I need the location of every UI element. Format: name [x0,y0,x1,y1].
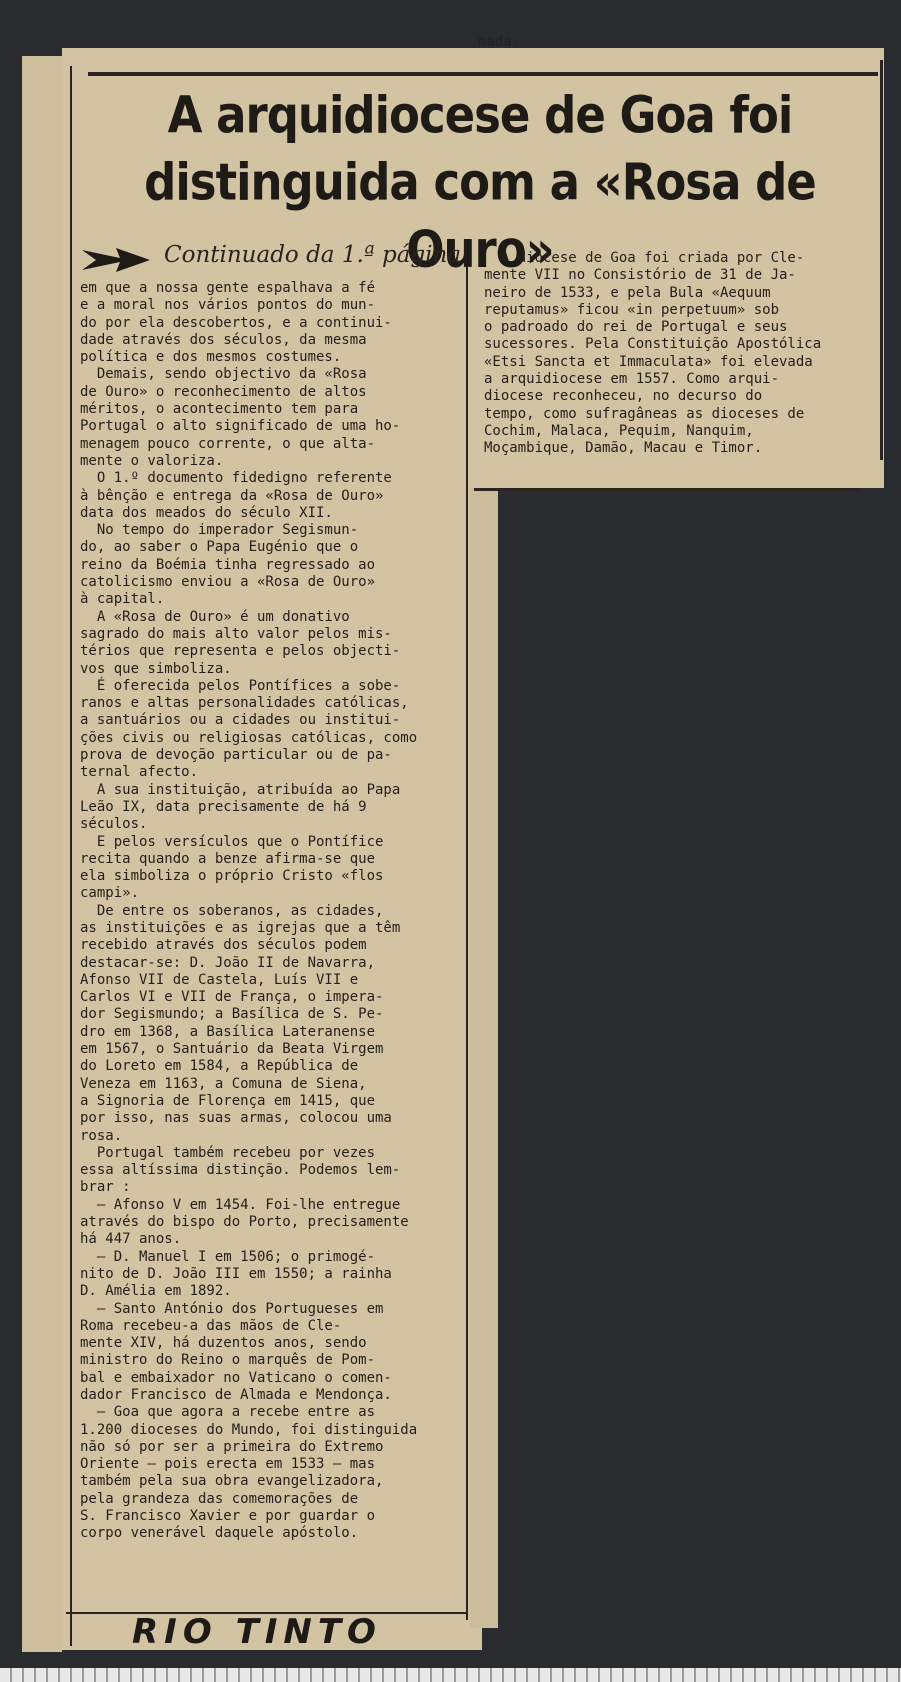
article-line: térios que representa e pelos objecti- [80,643,401,660]
newspaper-signature: RIO TINTO [132,1612,382,1652]
article-line: pela grandeza das comemorações de [80,1490,359,1507]
article-line: por isso, nas suas armas, colocou uma [80,1110,392,1127]
article-line: — Afonso V em 1454. Foi-lhe entregue [80,1196,401,1213]
article-line: há 447 anos. [80,1231,182,1248]
continued-label: Continuado da 1.ª página [164,242,462,268]
article-line: De entre os soberanos, as cidades, [80,902,384,919]
top-rule [88,72,878,76]
article-line: menagem pouco corrente, o que alta- [80,435,376,452]
article-line: S. Francisco Xavier e por guardar o [80,1508,376,1525]
article-line: Roma recebeu-a das mãos de Cle- [80,1317,342,1334]
article-line: bal e embaixador no Vaticano o comen- [80,1369,392,1386]
article-line: dor Segismundo; a Basílica de S. Pe- [80,1006,384,1023]
article-line: neiro de 1533, e pela Bula «Aequum [484,284,771,301]
clipping-cut-edge [470,488,498,1628]
article-line: «Etsi Sancta et Immaculata» foi elevada [484,353,813,370]
arrow-icon [80,244,152,276]
article-line: data dos meados do século XII. [80,504,333,521]
article-line: ministro do Reino o marquês de Pom- [80,1352,376,1369]
article-line: dador Francisco de Almada e Mendonça. [80,1387,392,1403]
article-line: não só por ser a primeira do Extremo [80,1438,384,1455]
article-line: reputamus» ficou «in perpetuum» sob [484,301,780,318]
article-line: méritos, o acontecimento tem para [80,401,359,418]
article-line: política e dos mesmos costumes. [80,349,342,366]
column-divider [466,250,468,1620]
article-line: do, ao saber o Papa Eugénio que o [80,539,359,556]
scanner-calibration-bar [0,1668,901,1682]
article-line: Carlos VI e VII de França, o impera- [80,989,384,1006]
article-line: O 1.º documento fidedigno referente [80,470,392,487]
article-line: a arquidiocese em 1557. Como arqui- [484,371,780,388]
right-border-line [880,60,883,460]
article-line: Portugal também recebeu por vezes [80,1144,376,1161]
article-line: de Ouro» o reconhecimento de altos [80,383,367,400]
article-line: Portugal o alto significado de uma ho- [80,418,401,435]
left-border-line [70,66,72,1646]
article-line: A «Rosa de Ouro» é um donativo [80,608,350,625]
article-line: à bênção e entrega da «Rosa de Ouro» [80,487,384,504]
article-line: Cochim, Malaca, Pequim, Nanquim, [484,422,754,439]
article-line: Demais, sendo objectivo da «Rosa [80,366,367,383]
article-line: sagrado do mais alto valor pelos mis- [80,625,392,642]
article-line: em que a nossa gente espalhava a fé [80,280,376,296]
article-line: através do bispo do Porto, precisamente [80,1214,409,1231]
top-fragment-text: mada. [478,34,521,50]
article-line: mente o valoriza. [80,452,224,469]
article-line: vos que simboliza. [80,660,232,677]
article-line: 1.200 dioceses do Mundo, foi distinguida [80,1421,418,1438]
article-line: catolicismo enviou a «Rosa de Ouro» [80,574,376,591]
article-line: — Santo António dos Portugueses em [80,1300,384,1317]
article-line: do Loreto em 1584, a República de [80,1058,359,1075]
article-line: ternal afecto. [80,764,199,781]
article-line: Leão IX, data precisamente de há 9 [80,798,367,815]
article-line: mente XIV, há duzentos anos, sendo [80,1335,367,1352]
article-line: — Goa que agora a recebe entre as [80,1404,376,1421]
article-line: recebido através dos séculos podem [80,937,367,954]
article-line: — D. Manuel I em 1506; o primogé- [80,1248,376,1265]
right-article-column [484,250,874,458]
article-line: tempo, como sufragâneas as dioceses de [484,405,805,422]
article-line: prova de devoção particular ou de pa- [80,747,392,764]
article-line: ções civis ou religiosas católicas, como [80,729,418,746]
article-line: corpo venerável daquele apóstolo. [80,1525,359,1542]
article-line: essa altíssima distinção. Podemos lem- [80,1162,401,1179]
article-line: diocese reconheceu, no decurso do [484,388,763,405]
article-line: dro em 1368, a Basílica Lateranense [80,1023,376,1040]
article-line: campi». [80,885,140,902]
article-line: rosa. [80,1127,123,1144]
article-line: D. Amélia em 1892. [80,1283,232,1300]
article-headline: A arquidiocese de Goa foi distinguida com a «Rosa de Ouro» [144,85,816,280]
article-line: do por ela descobertos, e a continui- [80,314,392,331]
article-line: e a moral nos vários pontos do mun- [80,297,376,314]
article-line: No tempo do imperador Segismun- [80,522,359,539]
article-line: reino da Boémia tinha regressado ao [80,556,376,573]
article-line: sucessores. Pela Constituição Apostólica [484,336,822,353]
right-column-bottom-rule [474,488,860,491]
article-line: nito de D. João III em 1550; a rainha [80,1265,392,1282]
article-line: dade através dos séculos, da mesma [80,331,367,348]
article-line: a Signoria de Florença em 1415, que [80,1092,376,1109]
article-line: ranos e altas personalidades católicas, [80,695,409,712]
article-line: ela simboliza o próprio Cristo «flos [80,868,384,885]
article-line: mente VII no Consistório de 31 de Ja- [484,267,796,284]
adjacent-column-strip [22,56,62,1652]
article-line: brar : [80,1179,131,1196]
article-line: Oriente — pois erecta em 1533 — mas [80,1456,376,1473]
article-line: as instituições e as igrejas que a têm [80,919,401,936]
article-line: também pela sua obra evangelizadora, [80,1473,384,1490]
article-line: E pelos versículos que o Pontífice [80,833,384,850]
article-line: A diocese de Goa foi criada por Cle- [484,250,805,266]
article-line: A sua instituição, atribuída ao Papa [80,781,401,798]
article-line: Afonso VII de Castela, Luís VII e [80,971,359,988]
article-line: a santuários ou a cidades ou institui- [80,712,401,729]
article-line: recita quando a benze afirma-se que [80,850,376,867]
article-line: em 1567, o Santuário da Beata Virgem [80,1041,384,1058]
article-line: séculos. [80,816,148,833]
article-line: destacar-se: D. João II de Navarra, [80,954,376,971]
article-line: o padroado do rei de Portugal e seus [484,319,788,336]
left-article-column [80,280,464,1543]
article-line: É oferecida pelos Pontífices a sobe- [80,677,401,694]
article-line: Moçambique, Damão, Macau e Timor. [484,440,763,457]
article-line: Veneza em 1163, a Comuna de Siena, [80,1075,367,1092]
article-line: à capital. [80,591,165,608]
